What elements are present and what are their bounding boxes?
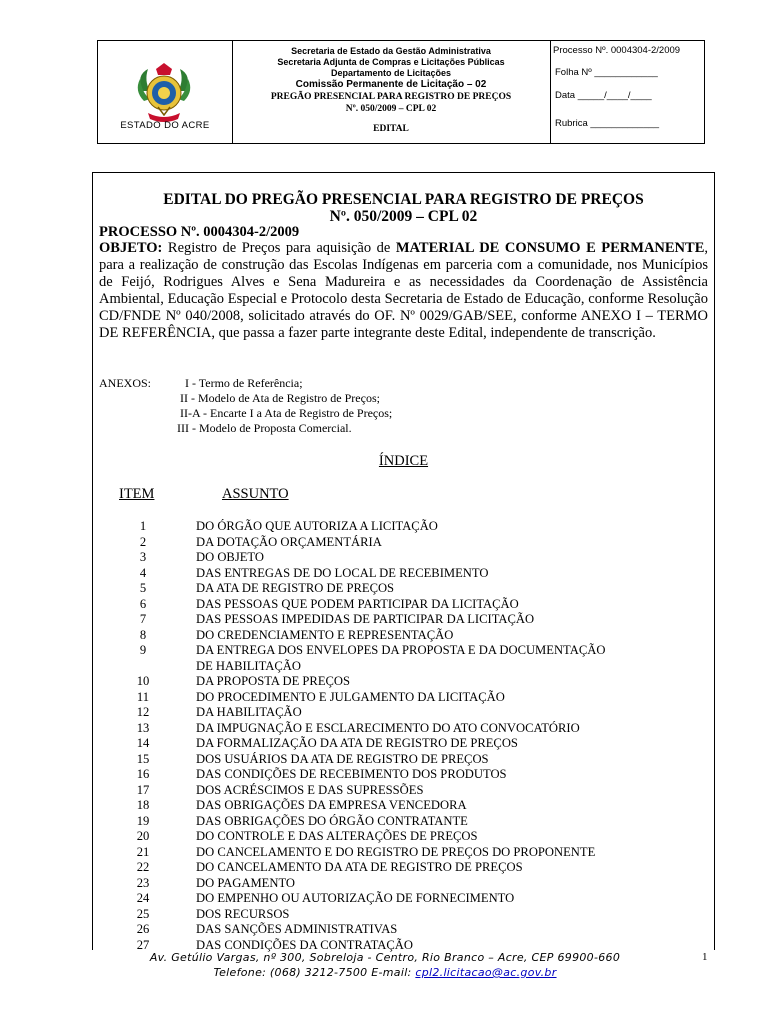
index-item: [123, 783, 703, 799]
assunto-column-header: ASSUNTO: [222, 486, 289, 502]
header-control-cell: [550, 41, 704, 143]
anexo-item: II - Modelo de Ata de Registro de Preços;: [180, 391, 380, 405]
index-item: [123, 814, 703, 830]
rubrica-field: Rubrica _____________: [555, 118, 660, 129]
index-item-number: 19: [136, 813, 150, 828]
index-item-subject: DO PAGAMENTO: [196, 875, 296, 890]
index-item-subject: DAS PESSOAS IMPEDIDAS DE PARTICIPAR DA LICITAÇÃO: [196, 612, 535, 626]
index-item-subject: DA ENTREGA DOS ENVELOPES DA PROPOSTA E DA DOCUMENTAÇÃO: [196, 643, 606, 657]
index-list: [123, 519, 703, 953]
objeto-text-continued: , para a realização de construção das Escolas Indígenas em parceria com a comunidade, nos Municípios de Feijó, Rodrigues Alves e Sena Madureira e as necessidades da Coordenação de Assistência Ambiental, Educação Especial e Protocolo desta Secretaria de Estado de Educação, conforme Resolução CD/FNDE Nº 040/2008, solicitado através do OF. Nº 0029/GAB/SEE, conforme ANEXO I – TERMO DE REFERÊNCIA, que passa a fazer parte integrante deste Edital, independente de transcrição.: [99, 240, 708, 341]
email-link[interactable]: cpl2.licitacao@ac.gov.br: [415, 966, 557, 979]
edital-body: [92, 172, 715, 950]
index-item-number: [123, 659, 163, 675]
index-item-subject: DAS OBRIGAÇÕES DO ÓRGÃO CONTRATANTE: [196, 813, 468, 828]
index-item-subject: DO CREDENCIAMENTO E REPRESENTAÇÃO: [196, 627, 454, 642]
index-item-subject: DO OBJETO: [196, 550, 264, 564]
footer-phone: Telefone: (068) 3212-7500 E-mail:: [213, 966, 416, 979]
index-item-subject: DAS SANÇÕES ADMINISTRATIVAS: [196, 922, 398, 936]
index-item-number: 27: [136, 937, 150, 952]
index-item: [123, 597, 703, 613]
page-number: 1: [702, 951, 708, 963]
index-item: [123, 876, 703, 892]
index-item-number: 3: [139, 550, 147, 564]
index-item: [123, 535, 703, 551]
processo-field: Processo Nº. 0004304-2/2009: [553, 45, 681, 56]
state-crest-icon: [134, 61, 194, 129]
index-item-number: 15: [136, 751, 150, 766]
index-item-subject: DE HABILITAÇÃO: [196, 658, 301, 673]
index-item-number: 17: [136, 782, 150, 797]
header-line: Departamento de Licitações: [330, 68, 452, 78]
index-item-subject: DA PROPOSTA DE PREÇOS: [196, 674, 351, 688]
index-item: [123, 705, 703, 721]
index-item: [123, 907, 703, 923]
header-logo-cell: [98, 41, 233, 143]
index-item-number: 7: [139, 612, 147, 626]
header-line: Nº. 050/2009 – CPL 02: [345, 104, 437, 114]
index-item-number: 8: [139, 627, 147, 642]
objeto-text: Registro de Preços para aquisição de: [162, 240, 396, 256]
index-item-subject: DAS CONDIÇÕES DE RECEBIMENTO DOS PRODUTOS: [196, 767, 507, 781]
indice-heading: ÍNDICE: [378, 453, 429, 469]
header-line: Secretaria de Estado da Gestão Administrativa: [291, 46, 491, 56]
index-item-subject: DAS OBRIGAÇÕES DA EMPRESA VENCEDORA: [196, 798, 467, 812]
index-item-subject: DAS ENTREGAS DE DO LOCAL DE RECEBIMENTO: [196, 565, 489, 580]
index-item-subject: DOS RECURSOS: [196, 906, 290, 921]
index-item: [123, 891, 703, 907]
header-line: EDITAL: [373, 124, 409, 134]
index-item-subject: DO CONTROLE E DAS ALTERAÇÕES DE PREÇOS: [196, 829, 478, 843]
index-item-subject: DA FORMALIZAÇÃO DA ATA DE REGISTRO DE PREÇOS: [196, 736, 518, 750]
index-item-number: 18: [136, 798, 150, 812]
index-item-number: 21: [136, 844, 150, 859]
header-title-cell: [232, 41, 551, 143]
index-item-subject: DAS PESSOAS QUE PODEM PARTICIPAR DA LICITAÇÃO: [196, 596, 519, 611]
objeto-paragraph: [99, 240, 708, 342]
index-item-number: 1: [139, 519, 147, 533]
anexo-item: II-A - Encarte I a Ata de Registro de Preços;: [180, 406, 393, 420]
index-item: [123, 659, 703, 675]
index-item: [123, 581, 703, 597]
index-item-number: 10: [136, 674, 150, 688]
index-item-subject: DO ÓRGÃO QUE AUTORIZA A LICITAÇÃO: [196, 519, 438, 533]
folha-field: Folha Nº ____________: [555, 67, 658, 78]
anexo-item: I - Termo de Referência;: [185, 376, 303, 390]
index-item: [123, 643, 703, 659]
index-item-number: 16: [136, 767, 150, 781]
index-item-subject: DO CANCELAMENTO DA ATA DE REGISTRO DE PREÇOS: [196, 860, 523, 874]
index-item-number: 20: [136, 829, 150, 843]
index-item-subject: DO CANCELAMENTO E DO REGISTRO DE PREÇOS DO PROPONENTE: [196, 844, 596, 859]
index-item-number: 5: [139, 581, 147, 595]
footer-contact: [0, 966, 770, 979]
index-item: [123, 860, 703, 876]
index-item-subject: DA ATA DE REGISTRO DE PREÇOS: [196, 581, 395, 595]
index-item: [123, 690, 703, 706]
index-item: [123, 922, 703, 938]
index-item: [123, 721, 703, 737]
index-item-number: 22: [136, 860, 150, 874]
index-item-number: 14: [136, 736, 150, 750]
header-line: PREGÃO PRESENCIAL PARA REGISTRO DE PREÇOS: [270, 92, 512, 102]
header-line: Comissão Permanente de Licitação – 02: [295, 79, 487, 90]
item-column-header: ITEM: [119, 486, 155, 502]
index-item-number: 12: [136, 705, 150, 719]
index-item-number: 26: [136, 922, 150, 936]
index-item-number: 4: [139, 565, 147, 580]
index-item-number: 25: [136, 906, 150, 921]
index-item: [123, 798, 703, 814]
anexo-item: III - Modelo de Proposta Comercial.: [177, 421, 352, 435]
index-item: [123, 736, 703, 752]
index-item-number: 9: [139, 643, 147, 657]
index-item: [123, 519, 703, 535]
header-line: Secretaria Adjunta de Compras e Licitações Públicas: [277, 57, 505, 67]
objeto-highlight: MATERIAL DE CONSUMO E PERMANENTE: [395, 240, 705, 256]
index-item: [123, 566, 703, 582]
index-item-subject: DO EMPENHO OU AUTORIZAÇÃO DE FORNECIMENTO: [196, 891, 515, 905]
index-item: [123, 612, 703, 628]
doc-subtitle: Nº. 050/2009 – CPL 02: [329, 208, 478, 225]
index-item: [123, 829, 703, 845]
doc-title: EDITAL DO PREGÃO PRESENCIAL PARA REGISTRO DE PREÇOS: [163, 191, 644, 208]
index-item-number: 13: [136, 720, 150, 735]
index-item: [123, 752, 703, 768]
index-item-number: 24: [136, 891, 150, 905]
index-item-subject: DOS USUÁRIOS DA ATA DE REGISTRO DE PREÇOS: [196, 751, 489, 766]
index-item: [123, 674, 703, 690]
anexos-label: ANEXOS:: [99, 376, 152, 390]
index-item-subject: DA DOTAÇÃO ORÇAMENTÁRIA: [196, 534, 382, 549]
data-field: Data _____/____/____: [555, 90, 652, 101]
index-item-number: 11: [136, 689, 150, 704]
index-item-subject: DA IMPUGNAÇÃO E ESCLARECIMENTO DO ATO CONVOCATÓRIO: [196, 720, 580, 735]
index-item-number: 6: [139, 596, 147, 611]
index-item-subject: DO PROCEDIMENTO E JULGAMENTO DA LICITAÇÃO: [196, 689, 505, 704]
estado-label: ESTADO DO ACRE: [120, 120, 210, 131]
objeto-label: OBJETO:: [99, 240, 163, 256]
processo-number: PROCESSO Nº. 0004304-2/2009: [99, 224, 300, 240]
index-item-number: 23: [136, 875, 150, 890]
index-item: [123, 550, 703, 566]
index-item-subject: DOS ACRÉSCIMOS E DAS SUPRESSÕES: [196, 782, 424, 797]
footer-address: Av. Getúlio Vargas, nº 300, Sobreloja - Centro, Rio Branco – Acre, CEP 69900-660: [149, 951, 621, 964]
index-item: [123, 767, 703, 783]
document-header: [97, 40, 705, 144]
index-item-subject: DA HABILITAÇÃO: [196, 705, 302, 719]
index-item: [123, 845, 703, 861]
index-item: [123, 628, 703, 644]
index-item-subject: DAS CONDIÇÕES DA CONTRATAÇÃO: [196, 937, 413, 952]
index-item-number: 2: [139, 534, 147, 549]
